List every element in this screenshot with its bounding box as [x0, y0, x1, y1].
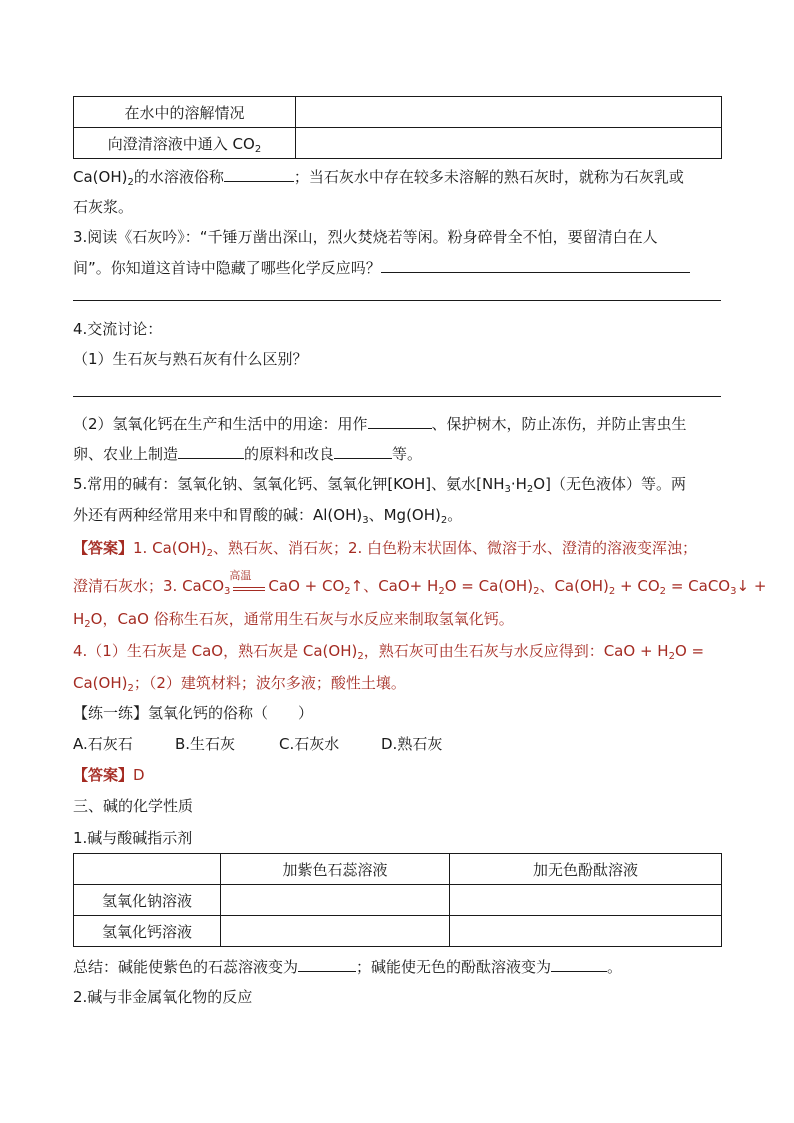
- answer-line-2: 澄清石灰水；3. CaCO$_3$ 高温 CaO + $CO_2↑$、$CaO+ H_2O = Ca(OH)_2$、$Ca(OH)_2 + CO_2$ = CaCO$_3$↓ +: [73, 569, 767, 597]
- fill-blank[interactable]: [178, 443, 244, 459]
- section-3-sub1: 1.碱与酸碱指示剂: [73, 829, 193, 847]
- fill-blank[interactable]: [381, 257, 690, 273]
- table-cell-label: 氢氧化钠溶液: [74, 885, 221, 916]
- properties-table: [73, 96, 722, 159]
- table-cell-label: 氢氧化钙溶液: [74, 916, 221, 947]
- summary: 总结：碱能使紫色的石蕊溶液变为 ；碱能使无色的酚酞溶液变为 。: [73, 958, 623, 976]
- table-header-cell: 加紫色石蕊溶液: [221, 854, 450, 885]
- indicator-table: [73, 853, 722, 947]
- table-header-row: [74, 854, 722, 885]
- question-3-line1: 3.阅读《石灰吟》：“千锤万凿出深山，烈火焚烧若等闲。粉身碎骨全不怕，要留清白在人: [73, 228, 658, 246]
- practice-answer: 【答案】D: [73, 766, 145, 784]
- table-row: [74, 916, 722, 947]
- fill-blank[interactable]: [334, 443, 392, 459]
- answer-line-3: $H_2O$，CaO 俗称生石灰，通常用生石灰与水反应来制取氢氧化钙。: [73, 610, 514, 630]
- practice-question: 【练一练】氢氧化钙的俗称（ ）: [73, 704, 314, 722]
- table-cell-blank: [450, 916, 722, 947]
- fill-blank[interactable]: [224, 166, 294, 182]
- answer-line-1: 【答案】1. $Ca(OH)_2$、熟石灰、消石灰；2. 白色粉末状固体、微溶于水、澄清的溶液变浑浊；: [73, 539, 698, 559]
- fill-blank[interactable]: [298, 956, 356, 972]
- question-3-line2: 间”。你知道这首诗中隐藏了哪些化学反应吗？: [73, 257, 723, 278]
- question-4-2-line1: （2）氢氧化钙在生产和生活中的用途：用作 、保护树木，防止冻伤，并防止害虫生: [73, 415, 687, 433]
- section-3-sub2: 2.碱与非金属氧化物的反应: [73, 988, 253, 1006]
- table-row: [74, 885, 722, 916]
- answer-line-5: $Ca(OH)_2$；（2）建筑材料；波尔多液；酸性土壤。: [73, 674, 406, 694]
- option-a[interactable]: A.石灰石: [73, 735, 133, 753]
- option-d[interactable]: D.熟石灰: [381, 735, 443, 753]
- table-header-cell: 加无色酚酞溶液: [450, 854, 722, 885]
- practice-options: [73, 734, 723, 754]
- reaction-condition-high-temp: 高温: [233, 576, 265, 596]
- option-c[interactable]: C.石灰水: [279, 735, 340, 753]
- question-4-title: 4.交流讨论：: [73, 320, 163, 338]
- table-row: [74, 97, 722, 128]
- question-4-2-line2: 卵、农业上制造 的原料和改良 等。: [73, 445, 423, 463]
- answer-line[interactable]: [73, 300, 721, 301]
- table-cell-blank: [296, 128, 722, 159]
- fill-blank[interactable]: [368, 413, 432, 429]
- paragraph-limewater: $Ca(OH)_2$的水溶液俗称 ；当石灰水中存在较多未溶解的熟石灰时，就称为石灰乳或: [73, 168, 684, 188]
- table-cell-blank: [221, 885, 450, 916]
- question-4-1: （1）生石灰与熟石灰有什么区别？: [73, 350, 308, 368]
- fill-blank[interactable]: [551, 956, 607, 972]
- table-cell-blank: [296, 97, 722, 128]
- table-header-cell: [74, 854, 221, 885]
- answer-line[interactable]: [73, 396, 721, 397]
- table-row: [74, 128, 722, 159]
- paragraph-limewater-cont: 石灰浆。: [73, 198, 134, 216]
- table-cell-blank: [221, 916, 450, 947]
- question-5-line1: 5.常用的碱有：氢氧化钠、氢氧化钙、氢氧化钾[KOH]、氨水$[NH_3\cdot H_2O]$（无色液体）等。两: [73, 475, 686, 495]
- table-cell-label: 向澄清溶液中通入 $CO_2$: [74, 128, 296, 159]
- question-5-line2: 外还有两种经常用来中和胃酸的碱：$Al(OH)_3$、$Mg(OH)_2$。: [73, 506, 463, 526]
- answer-line-4: 4.（1）生石灰是 CaO，熟石灰是 $Ca(OH)_2$，熟石灰可由生石灰与水反应得到：CaO + $H_2O$ =: [73, 642, 705, 662]
- table-cell-label: 在水中的溶解情况: [74, 97, 296, 128]
- section-3-title: 三、碱的化学性质: [73, 797, 194, 815]
- table-cell-blank: [450, 885, 722, 916]
- option-b[interactable]: B.生石灰: [175, 735, 236, 753]
